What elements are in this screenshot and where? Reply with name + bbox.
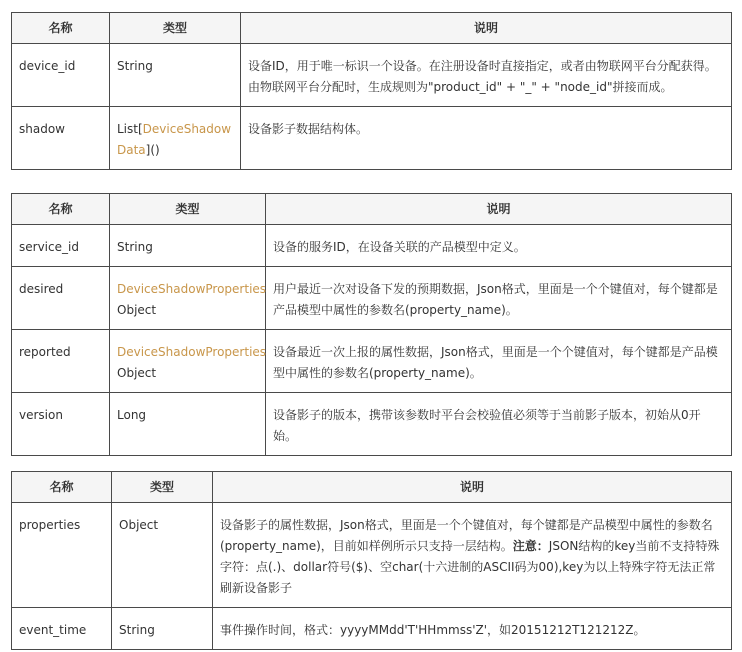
- table-header-row: [12, 472, 732, 503]
- device-shadow-data-table: [11, 193, 732, 456]
- header-description: 说明: [213, 472, 732, 503]
- header-type: 类型: [110, 194, 266, 225]
- header-name: 名称: [12, 13, 110, 44]
- type-link-device-shadow-properties[interactable]: DeviceShadowProperties: [117, 282, 267, 296]
- header-type: 类型: [110, 13, 241, 44]
- type-prefix: List[: [117, 122, 143, 136]
- param-name: version: [12, 393, 110, 456]
- param-name: device_id: [12, 44, 110, 107]
- param-description: 设备最近一次上报的属性数据，Json格式，里面是一个个键值对，每个键都是产品模型中属性的参数名(property_name)。: [266, 330, 732, 393]
- param-description: [213, 503, 732, 608]
- header-name: 名称: [12, 472, 112, 503]
- table-row: [12, 393, 732, 456]
- param-name: service_id: [12, 225, 110, 267]
- note-text: JSON结构的key当前不支持特殊字符：点(.)、dollar符号($)、空char(十六进制的ASCII码为00),key为以上特殊字符无法正常刷新设备影子: [220, 539, 720, 595]
- type-link-device-shadow-data[interactable]: DeviceShadowData: [117, 122, 232, 157]
- param-type: [110, 267, 266, 330]
- param-type: [110, 107, 241, 170]
- param-type: String: [110, 225, 266, 267]
- header-type: 类型: [112, 472, 213, 503]
- type-suffix: ](): [145, 143, 160, 157]
- table-row: [12, 608, 732, 650]
- type-object: Object: [117, 303, 157, 317]
- description-text: 设备影子的属性数据，Json格式，里面是一个个键值对，每个键都是产品模型中属性的参数名(property_name)，目前如样例所示只支持一层结构。: [220, 518, 713, 553]
- type-object: Object: [117, 366, 157, 380]
- param-type: Object: [112, 503, 213, 608]
- param-description: 设备影子的版本，携带该参数时平台会校验值必须等于当前影子版本，初始从0开始。: [266, 393, 732, 456]
- param-type: Long: [110, 393, 266, 456]
- param-name: shadow: [12, 107, 110, 170]
- shadow-data-table: [11, 12, 732, 170]
- param-description: 设备ID，用于唯一标识一个设备。在注册设备时直接指定，或者由物联网平台分配获得。由物联网平台分配时，生成规则为"product_id" + "_" + "node_id"拼接而成。: [241, 44, 732, 107]
- param-name: event_time: [12, 608, 112, 650]
- param-type: [110, 330, 266, 393]
- param-name: reported: [12, 330, 110, 393]
- header-description: 说明: [266, 194, 732, 225]
- param-name: properties: [12, 503, 112, 608]
- header-description: 说明: [241, 13, 732, 44]
- table-row: [12, 225, 732, 267]
- note-label: 注意：: [512, 539, 549, 553]
- param-description: 设备的服务ID，在设备关联的产品模型中定义。: [266, 225, 732, 267]
- table-row: [12, 44, 732, 107]
- param-description: 事件操作时间，格式：yyyyMMdd'T'HHmmss'Z'，如20151212T121212Z。: [213, 608, 732, 650]
- table-row: [12, 267, 732, 330]
- param-type: String: [112, 608, 213, 650]
- device-shadow-properties-table: [11, 471, 732, 650]
- header-name: 名称: [12, 194, 110, 225]
- param-description: 用户最近一次对设备下发的预期数据，Json格式，里面是一个个键值对，每个键都是产品模型中属性的参数名(property_name)。: [266, 267, 732, 330]
- table-header-row: [12, 13, 732, 44]
- table-header-row: [12, 194, 732, 225]
- param-description: 设备影子数据结构体。: [241, 107, 732, 170]
- table-row: [12, 503, 732, 608]
- table-row: [12, 330, 732, 393]
- param-name: desired: [12, 267, 110, 330]
- type-link-device-shadow-properties[interactable]: DeviceShadowProperties: [117, 345, 267, 359]
- param-type: String: [110, 44, 241, 107]
- table-row: [12, 107, 732, 170]
